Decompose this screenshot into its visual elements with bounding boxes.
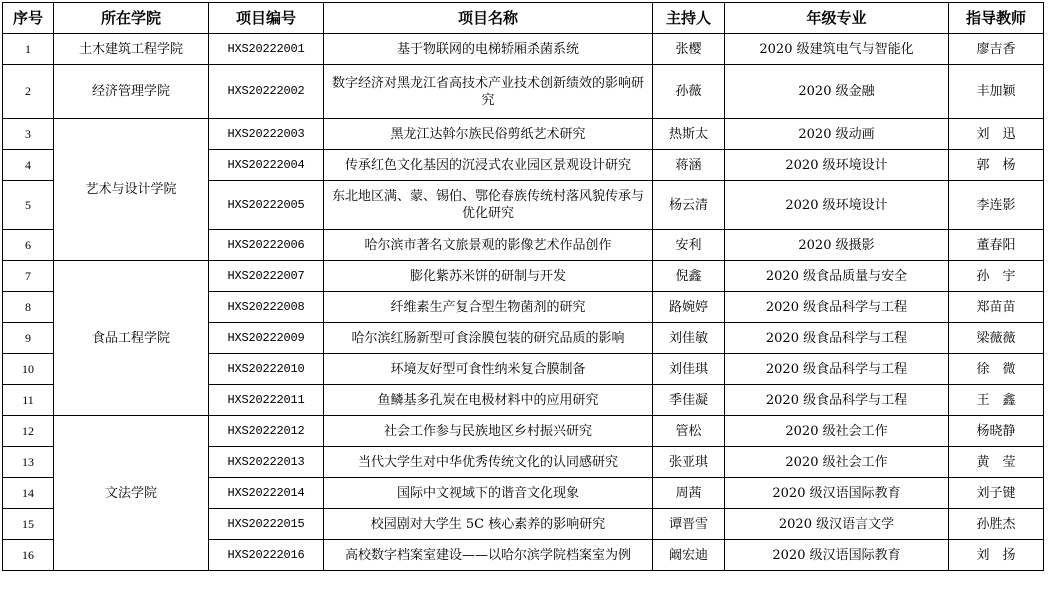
cell-leader: 热斯太 xyxy=(653,119,725,150)
cell-title: 东北地区满、蒙、锡伯、鄂伦春族传统村落风貌传承与优化研究 xyxy=(324,181,653,230)
header-cell-advisor: 指导教师 xyxy=(949,3,1044,34)
cell-major: 2020 级食品质量与安全 xyxy=(725,261,949,292)
cell-advisor: 郭 杨 xyxy=(949,150,1044,181)
cell-no: 15 xyxy=(3,509,54,540)
cell-title: 高校数字档案室建设——以哈尔滨学院档案室为例 xyxy=(324,540,653,571)
cell-no: 5 xyxy=(3,181,54,230)
cell-advisor: 丰加颖 xyxy=(949,65,1044,119)
table-row xyxy=(3,416,1044,447)
cell-no: 14 xyxy=(3,478,54,509)
cell-no: 4 xyxy=(3,150,54,181)
header-cell-college: 所在学院 xyxy=(54,3,209,34)
cell-title: 哈尔滨红肠新型可食涂膜包装的研究品质的影响 xyxy=(324,323,653,354)
cell-advisor: 刘 迅 xyxy=(949,119,1044,150)
cell-no: 13 xyxy=(3,447,54,478)
cell-code: HXS20222013 xyxy=(209,447,324,478)
cell-title: 环境友好型可食性纳米复合膜制备 xyxy=(324,354,653,385)
cell-advisor: 孙 宇 xyxy=(949,261,1044,292)
cell-leader: 路婉婷 xyxy=(653,292,725,323)
header-cell-leader: 主持人 xyxy=(653,3,725,34)
cell-advisor: 王 鑫 xyxy=(949,385,1044,416)
cell-code: HXS20222003 xyxy=(209,119,324,150)
cell-advisor: 刘 扬 xyxy=(949,540,1044,571)
header-cell-code: 项目编号 xyxy=(209,3,324,34)
cell-no: 10 xyxy=(3,354,54,385)
header-cell-no: 序号 xyxy=(3,3,54,34)
cell-leader: 刘佳琪 xyxy=(653,354,725,385)
cell-no: 6 xyxy=(3,230,54,261)
cell-code: HXS20222015 xyxy=(209,509,324,540)
cell-code: HXS20222008 xyxy=(209,292,324,323)
cell-advisor: 孙胜杰 xyxy=(949,509,1044,540)
table-row xyxy=(3,34,1044,65)
cell-major: 2020 级动画 xyxy=(725,119,949,150)
cell-code: HXS20222016 xyxy=(209,540,324,571)
cell-major: 2020 级环境设计 xyxy=(725,181,949,230)
cell-advisor: 李连影 xyxy=(949,181,1044,230)
header-cell-title: 项目名称 xyxy=(324,3,653,34)
cell-code: HXS20222007 xyxy=(209,261,324,292)
cell-no: 2 xyxy=(3,65,54,119)
cell-major: 2020 级汉语言文学 xyxy=(725,509,949,540)
table-row xyxy=(3,261,1044,292)
cell-major: 2020 级金融 xyxy=(725,65,949,119)
cell-major: 2020 级建筑电气与智能化 xyxy=(725,34,949,65)
cell-code: HXS20222005 xyxy=(209,181,324,230)
cell-advisor: 刘子键 xyxy=(949,478,1044,509)
cell-major: 2020 级摄影 xyxy=(725,230,949,261)
cell-title: 黑龙江达斡尔族民俗剪纸艺术研究 xyxy=(324,119,653,150)
cell-major: 2020 级食品科学与工程 xyxy=(725,292,949,323)
cell-code: HXS20222012 xyxy=(209,416,324,447)
cell-leader: 管松 xyxy=(653,416,725,447)
header-row xyxy=(3,3,1044,34)
cell-title: 纤维素生产复合型生物菌剂的研究 xyxy=(324,292,653,323)
cell-title: 膨化紫苏米饼的研制与开发 xyxy=(324,261,653,292)
cell-advisor: 梁薇薇 xyxy=(949,323,1044,354)
cell-no: 12 xyxy=(3,416,54,447)
cell-title: 基于物联网的电梯轿厢杀菌系统 xyxy=(324,34,653,65)
cell-major: 2020 级食品科学与工程 xyxy=(725,354,949,385)
cell-college: 食品工程学院 xyxy=(54,261,209,416)
cell-leader: 季佳凝 xyxy=(653,385,725,416)
cell-title: 鱼鳞基多孔炭在电极材料中的应用研究 xyxy=(324,385,653,416)
cell-code: HXS20222004 xyxy=(209,150,324,181)
cell-leader: 张樱 xyxy=(653,34,725,65)
cell-advisor: 杨晓静 xyxy=(949,416,1044,447)
cell-title: 传承红色文化基因的沉浸式农业园区景观设计研究 xyxy=(324,150,653,181)
cell-advisor: 董春阳 xyxy=(949,230,1044,261)
table-row xyxy=(3,65,1044,119)
cell-college: 文法学院 xyxy=(54,416,209,571)
cell-leader: 孙薇 xyxy=(653,65,725,119)
cell-title: 当代大学生对中华优秀传统文化的认同感研究 xyxy=(324,447,653,478)
cell-no: 9 xyxy=(3,323,54,354)
cell-college: 艺术与设计学院 xyxy=(54,119,209,261)
cell-no: 8 xyxy=(3,292,54,323)
cell-code: HXS20222010 xyxy=(209,354,324,385)
cell-major: 2020 级食品科学与工程 xyxy=(725,323,949,354)
cell-no: 11 xyxy=(3,385,54,416)
cell-college: 土木建筑工程学院 xyxy=(54,34,209,65)
cell-no: 3 xyxy=(3,119,54,150)
cell-major: 2020 级汉语国际教育 xyxy=(725,478,949,509)
cell-college: 经济管理学院 xyxy=(54,65,209,119)
cell-title: 哈尔滨市著名文旅景观的影像艺术作品创作 xyxy=(324,230,653,261)
cell-code: HXS20222014 xyxy=(209,478,324,509)
cell-code: HXS20222006 xyxy=(209,230,324,261)
cell-title: 数字经济对黑龙江省高技术产业技术创新绩效的影响研究 xyxy=(324,65,653,119)
cell-major: 2020 级社会工作 xyxy=(725,447,949,478)
cell-leader: 杨云清 xyxy=(653,181,725,230)
project-table xyxy=(2,2,1044,571)
cell-title: 校园剧对大学生 5C 核心素养的影响研究 xyxy=(324,509,653,540)
cell-code: HXS20222001 xyxy=(209,34,324,65)
cell-advisor: 徐 微 xyxy=(949,354,1044,385)
cell-code: HXS20222002 xyxy=(209,65,324,119)
cell-leader: 周茜 xyxy=(653,478,725,509)
cell-advisor: 廖吉香 xyxy=(949,34,1044,65)
cell-no: 16 xyxy=(3,540,54,571)
cell-leader: 安利 xyxy=(653,230,725,261)
cell-leader: 刘佳敏 xyxy=(653,323,725,354)
cell-title: 国际中文视域下的谐音文化现象 xyxy=(324,478,653,509)
cell-no: 7 xyxy=(3,261,54,292)
cell-major: 2020 级环境设计 xyxy=(725,150,949,181)
cell-no: 1 xyxy=(3,34,54,65)
cell-major: 2020 级社会工作 xyxy=(725,416,949,447)
cell-advisor: 黄 莹 xyxy=(949,447,1044,478)
cell-code: HXS20222011 xyxy=(209,385,324,416)
cell-major: 2020 级汉语国际教育 xyxy=(725,540,949,571)
cell-leader: 蒋涵 xyxy=(653,150,725,181)
cell-title: 社会工作参与民族地区乡村振兴研究 xyxy=(324,416,653,447)
cell-major: 2020 级食品科学与工程 xyxy=(725,385,949,416)
header-cell-major: 年级专业 xyxy=(725,3,949,34)
cell-code: HXS20222009 xyxy=(209,323,324,354)
cell-advisor: 郑苗苗 xyxy=(949,292,1044,323)
cell-leader: 谭晋雪 xyxy=(653,509,725,540)
table-row xyxy=(3,119,1044,150)
cell-leader: 阚宏迪 xyxy=(653,540,725,571)
cell-leader: 张亚琪 xyxy=(653,447,725,478)
cell-leader: 倪鑫 xyxy=(653,261,725,292)
